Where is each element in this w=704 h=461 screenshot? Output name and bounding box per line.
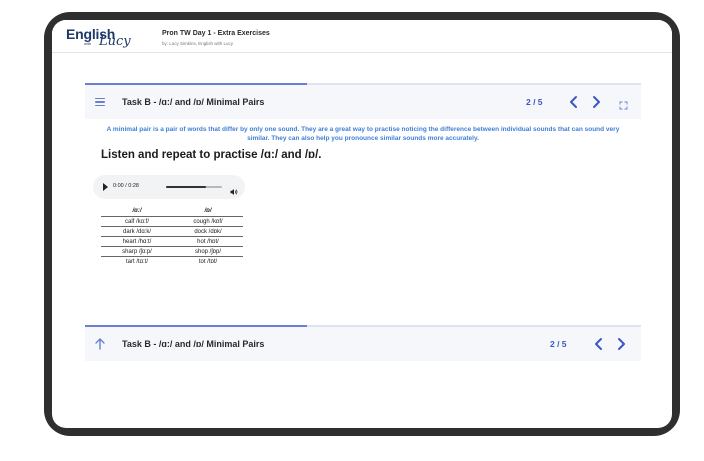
- logo[interactable]: [66, 26, 136, 50]
- screen: [52, 20, 672, 428]
- hamburger-icon[interactable]: [95, 98, 105, 106]
- table-row: [101, 237, 243, 247]
- table-cell: tart /tɑ:t/: [101, 257, 173, 267]
- table-cell: shop /ʃɒp/: [173, 247, 243, 257]
- audio-seek-fill: [166, 186, 206, 188]
- course-byline: by: Lucy Simkins, English with Lucy: [162, 41, 234, 46]
- table-row: [101, 227, 243, 237]
- page-count: 2 / 5: [526, 97, 543, 107]
- column-header: /ɑ:/: [132, 208, 142, 214]
- audio-time: 0:00 / 0:28: [113, 183, 139, 189]
- table-cell: cough /kɒf/: [173, 217, 243, 227]
- task-card-bottom: [85, 325, 641, 361]
- chevron-right-icon[interactable]: [615, 337, 627, 351]
- logo-word: English: [66, 26, 116, 42]
- chevron-left-icon[interactable]: [593, 337, 605, 351]
- table-cell: dock /dɒk/: [173, 227, 243, 237]
- chevron-right-icon[interactable]: [590, 95, 602, 109]
- chevron-left-icon[interactable]: [568, 95, 580, 109]
- logo-with: with: [84, 41, 92, 46]
- table-cell: sharp /ʃɑ:p/: [101, 247, 173, 257]
- top-bar: [52, 20, 672, 53]
- page-count: 2 / 5: [550, 339, 567, 349]
- task-header: [85, 85, 641, 119]
- task-title: Task B - /ɑ:/ and /ɒ/ Minimal Pairs: [122, 339, 265, 349]
- table-cell: tot /tɒt/: [173, 257, 243, 267]
- expand-icon[interactable]: [619, 97, 628, 106]
- minimal-pairs-table: [101, 207, 243, 266]
- logo-script: Lucy: [99, 34, 131, 49]
- table-cell: calf /kɑ:f/: [101, 217, 173, 227]
- column-header: /ɒ/: [204, 208, 212, 214]
- arrow-up-icon[interactable]: [94, 337, 106, 351]
- audio-player[interactable]: [93, 175, 245, 199]
- task-card: [85, 83, 641, 293]
- table-cell: hot /hɒt/: [173, 237, 243, 247]
- course-title: Pron TW Day 1 - Extra Exercises: [162, 30, 270, 37]
- table-cell: dark /dɑ:k/: [101, 227, 173, 237]
- table-cell: heart /hɑ:t/: [101, 237, 173, 247]
- table-row: [101, 257, 243, 267]
- table-row: [101, 247, 243, 257]
- exercise-heading: Listen and repeat to practise /ɑ:/ and /ɒ/.: [101, 149, 322, 161]
- play-icon[interactable]: [103, 183, 108, 191]
- task-title: Task B - /ɑ:/ and /ɒ/ Minimal Pairs: [122, 97, 265, 107]
- volume-icon[interactable]: [230, 183, 238, 191]
- table-row: [101, 217, 243, 227]
- intro-text: A minimal pair is a pair of words that differ by only one sound. They are a great way to practise noticing the difference between individual sounds that can sound very similar. They can also help you pronounce similar sounds more accurately.: [106, 126, 620, 142]
- task-header-bottom: [85, 327, 641, 361]
